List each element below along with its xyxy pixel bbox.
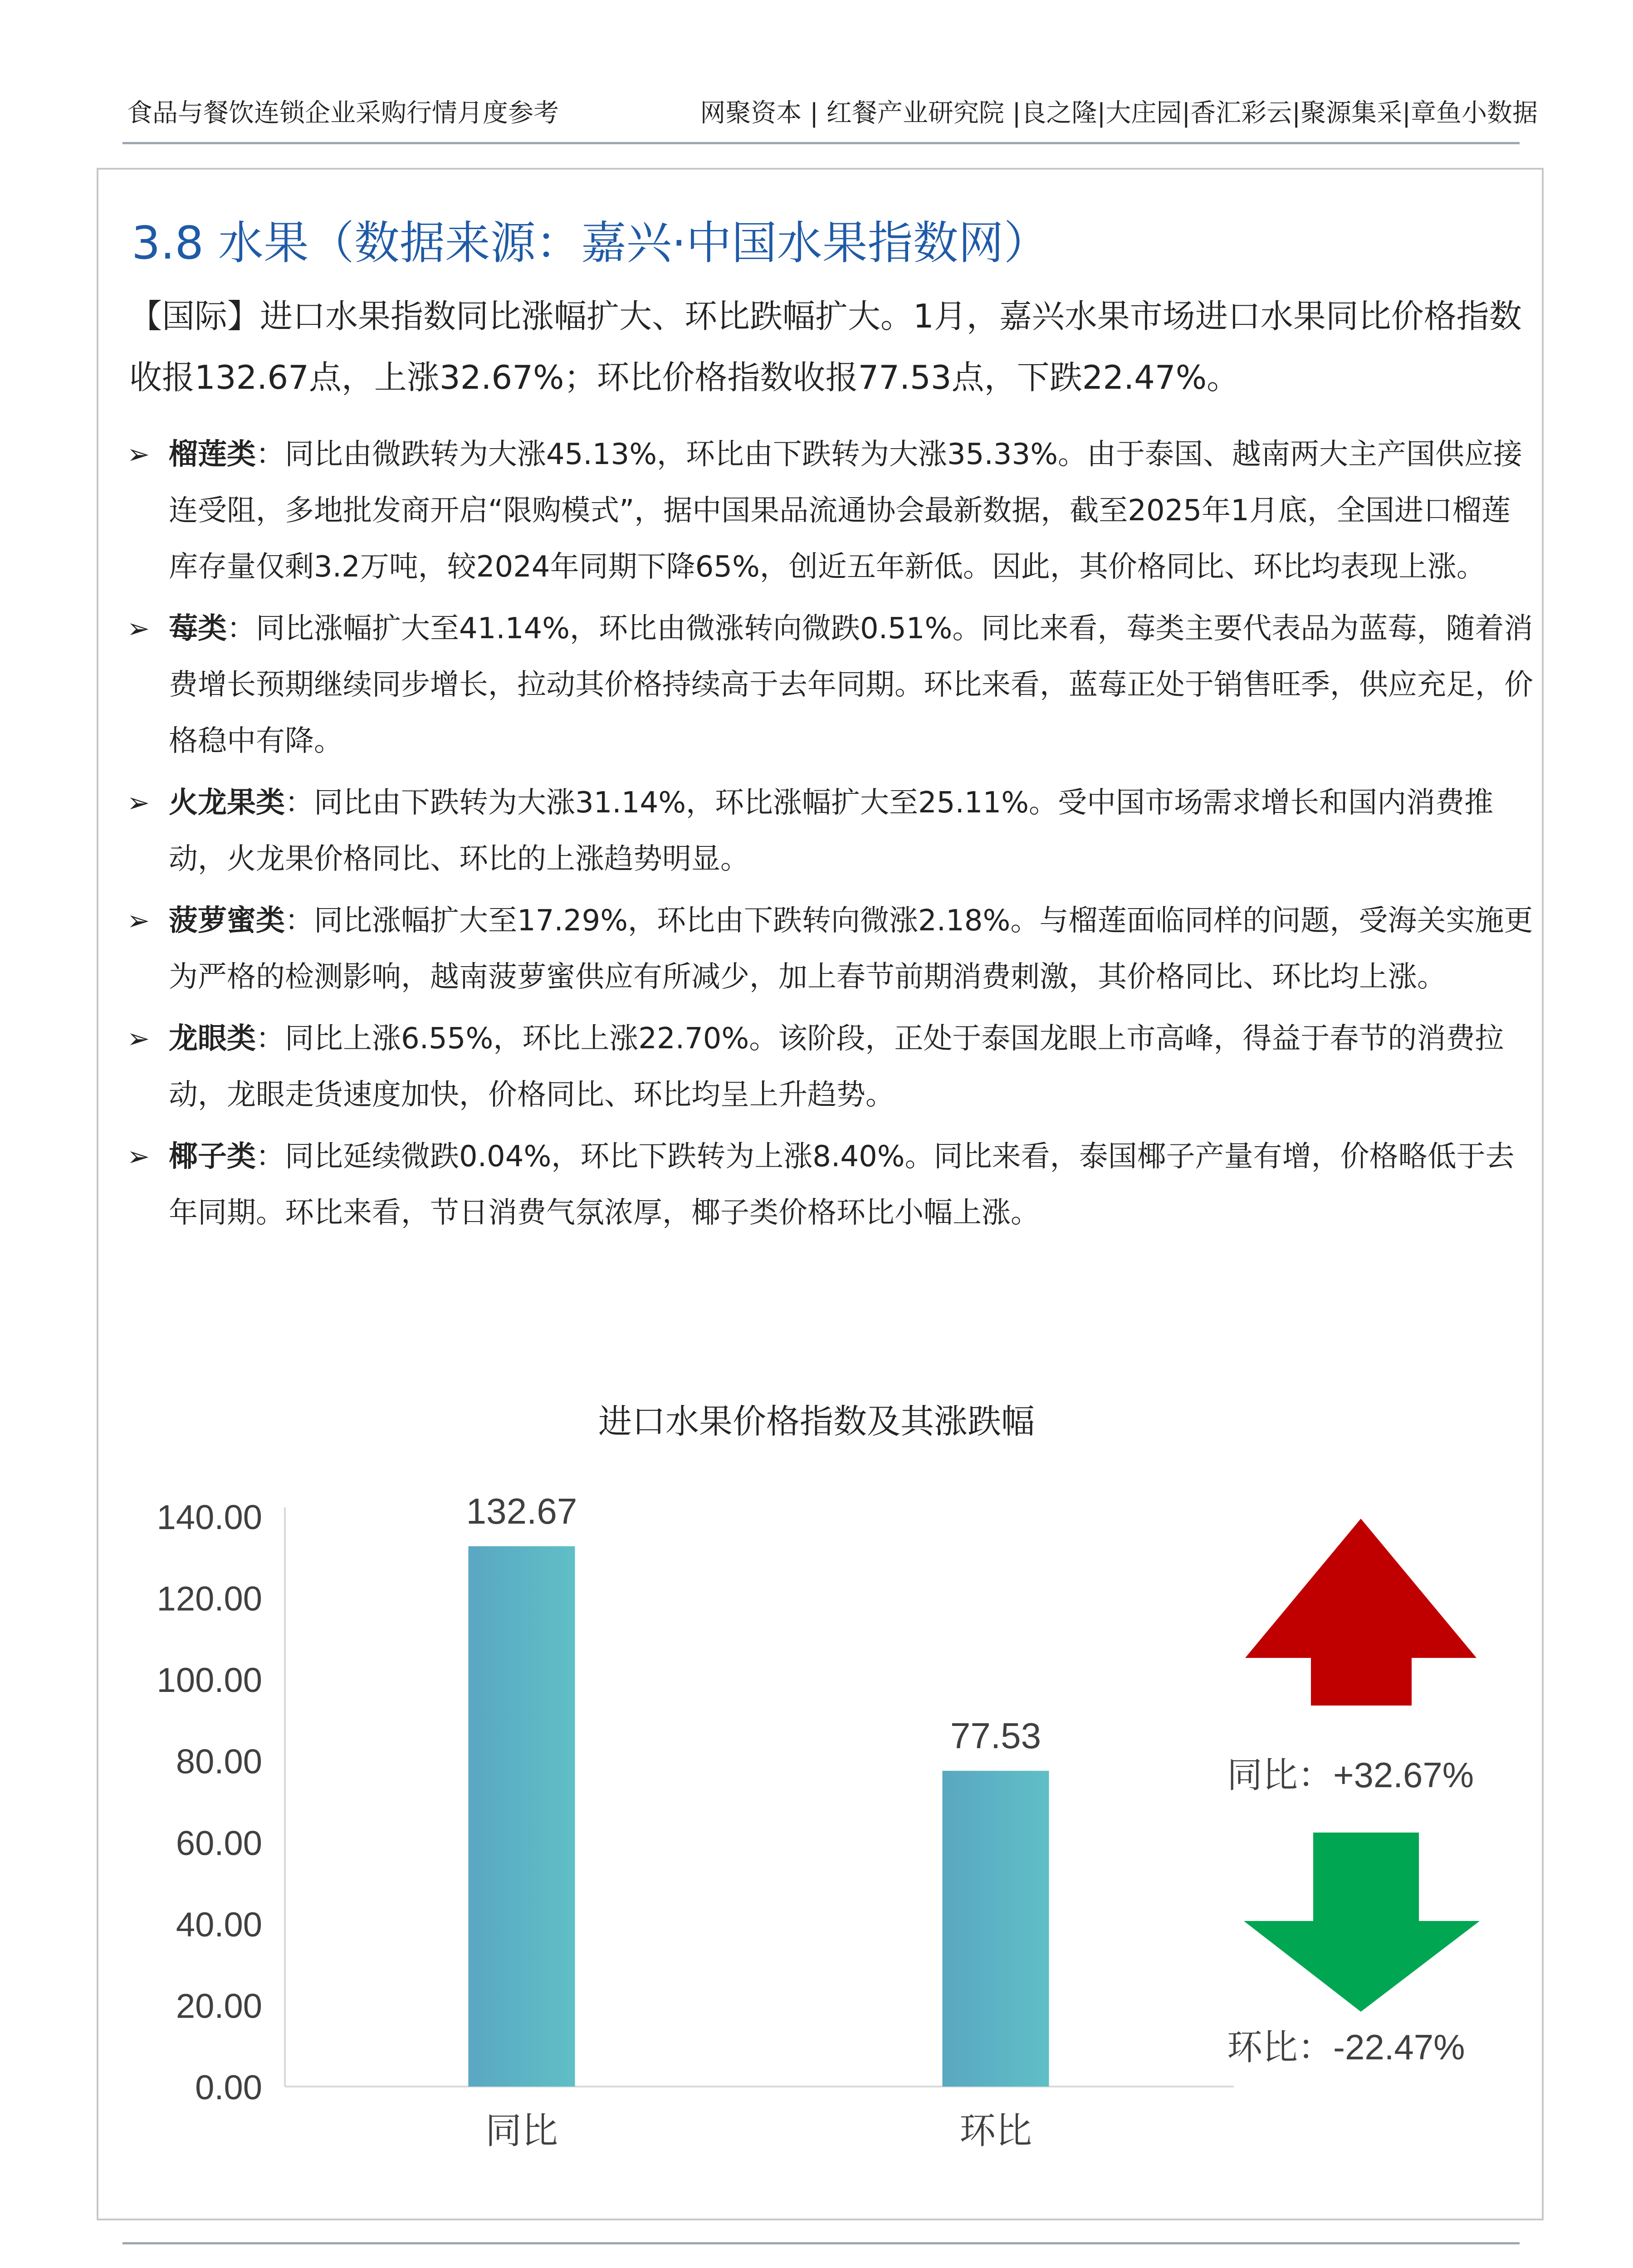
up-arrow-icon [1245,1519,1477,1706]
x-tick-label: 同比 [485,2111,558,2151]
arrow-bullet-icon: ➢ [127,439,150,470]
y-tick-label: 140.00 [156,1498,262,1537]
chart-title: 进口水果价格指数及其涨跌幅 [598,1402,1035,1441]
yoy-change-label: 同比：+32.67% [1227,1755,1474,1795]
category-name: 火龙果类 [169,786,285,820]
x-tick-label: 环比 [959,2111,1032,2151]
list-item-longan [123,1011,1534,1123]
list-item-jackfruit [123,893,1534,1005]
category-name: 菠萝蜜类 [169,904,285,938]
price-index-chart [0,1442,1633,2168]
arrow-bullet-icon: ➢ [127,787,150,819]
arrow-bullet-icon: ➢ [127,613,150,645]
bar-yoy [469,1546,575,2087]
list-item-coconut [123,1129,1534,1241]
header-publishers: 网聚资本 | 红餐产业研究院 |良之隆|大庄园|香汇彩云|聚源集采|章鱼小数据 [700,98,1538,128]
y-tick-label: 20.00 [176,1987,262,2026]
arrow-bullet-icon: ➢ [127,905,150,937]
down-arrow-icon [1244,1833,1480,2012]
category-description: ：同比涨幅扩大至41.14%，环比由微涨转向微跌0.51%。同比来看，莓类主要代表品为蓝莓，随着消费增长预期继续同步增长，拉动其价格持续高于去年同期。环比来看，蓝莓正处于销售旺季，供应充足，价格稳中有降。 [169,612,1533,758]
y-tick-label: 40.00 [176,1905,262,1944]
section-title: 3.8 水果（数据来源：嘉兴·中国水果指数网） [132,216,1049,269]
list-item-durian [123,426,1534,595]
mom-change-label: 环比：-22.47% [1227,2027,1465,2067]
category-description: ：同比由下跌转为大涨31.14%，环比涨幅扩大至25.11%。受中国市场需求增长和国内消费推动，火龙果价格同比、环比的上涨趋势明显。 [169,786,1494,876]
bar-mom [943,1771,1049,2087]
category-name: 榴莲类 [169,438,256,471]
category-description: ：同比涨幅扩大至17.29%，环比由下跌转向微涨2.18%。与榴莲面临同样的问题，受海关实施更为严格的检测影响，越南菠萝蜜供应有所减少，加上春节前期消费刺激，其价格同比、环比均上涨。 [169,904,1533,994]
y-tick-label: 60.00 [176,1824,262,1863]
header-report-title: 食品与餐饮连锁企业采购行情月度参考 [127,98,559,128]
category-description: ：同比上涨6.55%，环比上涨22.70%。该阶段，正处于泰国龙眼上市高峰，得益于春节的消费拉动，龙眼走货速度加快，价格同比、环比均呈上升趋势。 [169,1022,1504,1112]
y-tick-label: 100.00 [156,1661,262,1700]
y-tick-label: 120.00 [156,1579,262,1618]
y-tick-label: 0.00 [195,2068,262,2107]
header-divider [122,142,1520,144]
category-name: 莓类 [169,612,227,645]
arrow-bullet-icon: ➢ [127,1023,150,1055]
category-description: ：同比延续微跌0.04%，环比下跌转为上涨8.40%。同比来看，泰国椰子产量有增，价格略低于去年同期。环比来看，节日消费气氛浓厚，椰子类价格环比小幅上涨。 [169,1140,1515,1230]
y-tick-label: 80.00 [176,1742,262,1781]
section-intro: 【国际】进口水果指数同比涨幅扩大、环比跌幅扩大。1月，嘉兴水果市场进口水果同比价格指数收报132.67点，上涨32.67%；环比价格指数收报77.53点，下跌22.47%。 [129,297,1522,396]
arrow-bullet-icon: ➢ [127,1141,150,1173]
list-item-berries [123,601,1534,769]
bar-data-label: 77.53 [950,1715,1041,1756]
category-name: 龙眼类 [169,1022,256,1056]
category-description: ：同比由微跌转为大涨45.13%，环比由下跌转为大涨35.33%。由于泰国、越南两大主产国供应接连受阻，多地批发商开启“限购模式”，据中国果品流通协会最新数据，截至2025年1月底，全国进口榴莲库存量仅剩3.2万吨，较2024年同期下降65%，创近五年新低。因此，其价格同比、环比均表现上涨。 [169,438,1523,584]
fruit-category-list [123,426,1534,1246]
list-item-dragon-fruit [123,775,1534,887]
footer-divider [122,2242,1520,2244]
category-name: 椰子类 [169,1140,256,1173]
bar-data-label: 132.67 [466,1491,577,1531]
